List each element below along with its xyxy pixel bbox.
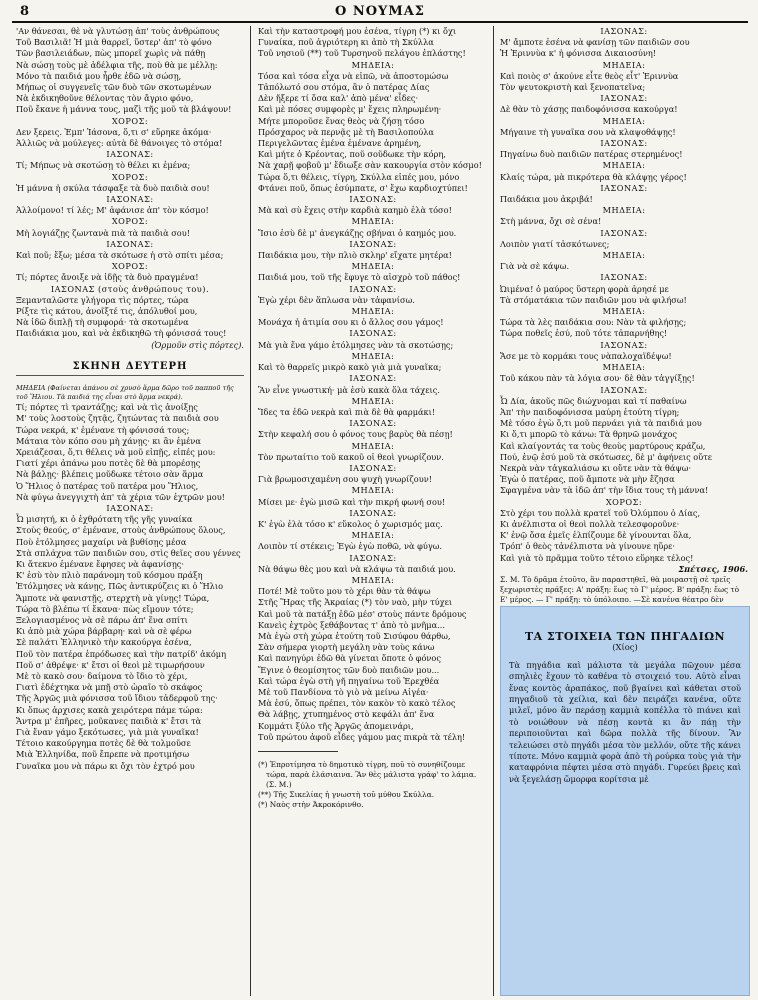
verse-line: Λοιπὸν γιατί τἀσκότωνες;: [500, 238, 610, 249]
page-header: [12, 2, 748, 22]
verse-line: Στὰ σπλάχνα τῶν παιδιῶν σου, στὶς θεῖες σου γέννες: [16, 547, 241, 558]
verse-line: Ξελογιασμένος νὰ σὲ πάρω ἀπ' ἕνα σπίτι: [16, 614, 188, 625]
highlighted-article: [500, 606, 750, 996]
speaker-label: ΙΑΣΟΝΑΣ:: [600, 26, 648, 36]
verse-line: Καὶ πανηγύρι ἐδῶ θὰ γίνεται ὅποτε ὁ φόνος: [258, 653, 441, 664]
speaker-label: ΙΑΣΟΝΑΣ:: [349, 462, 397, 473]
article-subtitle: (Χίος): [612, 642, 638, 653]
column-divider: [250, 26, 251, 996]
stage-direction: ΜΗΔΕΙΑ (Φαίνεται ἀπάνου σὲ χρυσὸ ἅρμα δῶρο τοῦ παπποῦ τῆς τοῦ Ἥλιου. Τὰ παιδιά της εἶναι στὸ ἅρμα νεκρά).: [16, 384, 234, 402]
speaker-label: ΜΗΔΕΙΑ:: [602, 115, 646, 126]
speaker-label: ΜΗΔΕΙΑ:: [602, 205, 646, 216]
verse-line: Δὲ θὰν τὸ χάσῃς παιδοφόνισσα κακούργα!: [500, 104, 678, 115]
speaker-label: ΙΑΣΟΝΑΣ:: [349, 373, 397, 384]
speaker-label: ΧΟΡΟΣ:: [111, 216, 149, 227]
verse-line: Περιγελῶντας ἐμένα ἐμένανε ἀρημένη,: [258, 138, 422, 149]
verse-line: Μὲ τόσο ἐγὼ ὅ,τι μοῦ περνάει γιὰ τὰ παιδιά μου: [500, 418, 702, 429]
speaker-label: ΙΑΣΟΝΑΣ:: [600, 227, 648, 238]
verse-line: Ἀπ' τὴν παιδοφόνισσα μαύρη ἐτούτη τίγρη;: [500, 406, 680, 417]
verse-line: Ἐγὼ ὁ πατέρας, ποῦ ἄμποτε νὰ μὴν ἔζησα: [500, 474, 675, 485]
verse-line: Ποῦ ἔκανε ἡ μάννα τους, μαζὶ τῆς μοῦ τὰ βλάψουν!: [16, 104, 232, 115]
verse-line: Καὶ γιὰ τὸ πρᾶμμα τοῦτο τέτοιο εὕρηκε τέλος!: [500, 552, 694, 563]
verse-line: Ἴδες τα ἐδῶ νεκρὰ καὶ πιὰ δὲ θὰ φαρμάκι!: [258, 406, 436, 417]
speaker-label: ΙΑΣΟΝΑΣ:: [600, 182, 648, 193]
verse-line: Μὰ γιὰ ἕνα γάμο ἐτόλμησες νὰν τὰ σκοτώσῃς;: [258, 339, 454, 350]
speaker-label: ΜΗΔΕΙΑ:: [602, 362, 646, 373]
verse-line: Ἂν εἶνε γνωστική· μὰ ἐσὺ κακὰ ὅλα τάχεις.: [258, 384, 440, 395]
verse-line: Νὰ ἐκδικηθοῦνε θέλοντας τὸν ἄγριο φόνο,: [16, 93, 194, 104]
verse-line: Φτάνει ποῦ, ὅπως ἐσύμπατε, σ' ἔχω καρδιοχτύπει!: [258, 182, 468, 193]
speaker-label: ΙΑΣΟΝΑΣ:: [349, 238, 397, 249]
speaker-label: ΜΗΔΕΙΑ:: [351, 59, 395, 70]
verse-line: Καὶ μοῦ τὰ πατάξῃ ἐδῶ μέσ' στοὺς πάντε δρόμους: [258, 608, 467, 619]
speaker-label: ΙΑΣΟΝΑΣ:: [349, 507, 397, 518]
translator-note: Σ. Μ. Τὸ δρᾶμα ἐτοῦτο, ἂν παραστηθεῖ, θὰ μοιραστῇ σὲ τρεῖς ξεχωριστὲς πράξες: Α' πράξη: ἕως τὸ Γ' μέρος. Β' πράξη: ἕως τὸ Ε' μέρος. — Γ' πράξη: τὸ ὑπόλοιπο. —Σὲ κανένα θέατρο δὲν: [500, 574, 740, 604]
speaker-label: ΜΗΔΕΙΑ:: [351, 261, 395, 272]
verse-line: Τόσα καὶ τόσα εἶχα νὰ εἰπῶ, νὰ ἀποστομώσω: [258, 70, 449, 81]
speaker-label: ΙΑΣΟΝΑΣ:: [349, 194, 397, 205]
verse-line: Λοιπὸν τί στέκεις; Ἐγὼ ἐγὼ ποθῶ, νὰ φύγω.: [258, 541, 442, 552]
verse-line: Θὰ λάβῃς, χτυπημένος στὸ κεφάλι ἀπ' ἕνα: [258, 709, 435, 720]
verse-line: Ἄντρα μ' ἐπῆρες, μοῦκανες παιδιὰ κ' ἔτσι τὰ: [16, 715, 202, 726]
verse-line: Τώρα ὅ,τι θέλεις, τίγρη, Σκύλλα εἰπές μου, μόνο: [258, 171, 460, 182]
speaker-label: ΙΑΣΟΝΑΣ:: [106, 149, 154, 160]
verse-line: Γιατὶ ἐδέχτηκα νὰ μπῇ στὸ ὡραῖο τὸ σκάφος: [16, 682, 203, 693]
speaker-label: ΧΟΡΟΣ:: [111, 171, 149, 182]
speaker-label: ΜΗΔΕΙΑ:: [602, 306, 646, 317]
speaker-label: ΜΗΔΕΙΑ:: [351, 485, 395, 496]
verse-line: Τί; πόρτες τὶ τραντάζῃς; καὶ νὰ τὶς ἀνοίξῃς: [16, 402, 198, 413]
verse-line: Κι ἀνέλπιστα οἱ θεοὶ πολλὰ τελεσφοροῦνε·: [500, 518, 680, 529]
verse-line: Ἄμποτε νὰ φανιστῇς, στερχτὴ νὰ γίνῃς! Τώρα,: [16, 592, 210, 603]
speaker-label: ΙΑΣΟΝΑΣ:: [349, 328, 397, 339]
speaker-label: ΙΑΣΟΝΑΣ:: [349, 418, 397, 429]
verse-line: Μὰ καὶ σὺ ἔχεις στὴν καρδιὰ καημὸ ἐλὰ τόσο!: [258, 205, 452, 216]
verse-line: Μήτε μποροῦσε ἕνας θεὸς νὰ ζήσῃ τόσο: [258, 115, 425, 126]
verse-line: Τὸν πρωταίτιο τοῦ κακοῦ οἱ θεοὶ γνωρίζουν.: [258, 451, 444, 462]
verse-line: Καὶ μὲ πόσες συμφορὲς μ' ἔχεις πληρωμένη·: [258, 104, 442, 115]
verse-line: Πού, ἐνῷ ἐσύ μοῦ τὰ σκότωσες, δὲ μ' ἀφήνεις οὔτε: [500, 451, 712, 462]
verse-line: Τοῦ κάκου πὰν τὰ λόγια σου· δὲ θὰν τἀγγίξῃς!: [500, 373, 695, 384]
verse-line: Ὠιμένα! ὁ μαύρος ὕστερη φορὰ ἀρησέ με: [500, 283, 669, 294]
verse-line: Καὶ τώρα ἐγὼ στὴ γῆ πηγαίνω τοῦ Ἐρεχθέα: [258, 675, 440, 686]
verse-line: Ἐγὼ χέρι δὲν ἅπλωσα νὰν τἀφανίσω.: [258, 294, 415, 305]
verse-line: Παιδιά μου, τοῦ τῆς ἔφυγε τὸ αἰσχρὸ τοῦ πάθος!: [258, 272, 461, 283]
speaker-label: ΙΑΣΟΝΑΣ:: [349, 283, 397, 294]
verse-line: Τί; πόρτες ἄνοιξε νὰ ἰδῇς τὰ δυὸ πραγμένα!: [16, 272, 199, 283]
verse-line: Καὶ ποῦ; ἔξω; μέσα τὰ σκότωσε ἡ στὸ σπίτι μέσα;: [16, 250, 224, 261]
speaker-label: ΙΑΣΟΝΑΣ:: [349, 552, 397, 563]
verse-line: Τὸν ψευτοκριστὴ καὶ ξενοπατεῖνα;: [500, 82, 646, 93]
verse-line: Τὰ στόματάκια τῶν παιδιῶν μου νὰ φιλήσω!: [500, 294, 687, 305]
speaker-label: ΜΗΔΕΙΑ:: [602, 160, 646, 171]
verse-line: Ὦ μισητή, κι ὁ ἐχθρότατη τῆς γῆς γυναίκα: [16, 514, 193, 525]
column-left: [16, 26, 244, 996]
verse-line: Μὰ ἐγὼ στὴ χώρα ἐτούτη τοῦ Σισύφου θάρθω,: [258, 630, 451, 641]
verse-line: Μὴ λογιάζῃς ζωντανὰ πιὰ τὰ παιδιὰ σου!: [16, 227, 190, 238]
verse-line: Μ' ἄμποτε ἐσένα νὰ φανίσῃ τῶν παιδιῶν σου: [500, 37, 690, 48]
verse-line: Γιὰ βρωμοσιχαμένη σου ψυχὴ γνωρίζουν!: [258, 474, 432, 485]
stage-direction: ΙΑΣΟΝΑΣ (στοὺς ἀνθρώπους του).: [50, 283, 210, 294]
verse-line: Ἄσε με τὸ κορμάκι τους νὰπαλοχαϊδέψω!: [500, 350, 672, 361]
verse-line: Ὁ Ἥλιος ὁ πατέρας τοῦ πατέρα μου Ἥλιος,: [16, 480, 199, 491]
verse-line: Στὸ χέρι του πολλὰ κρατεῖ τοῦ Ὀλύμπου ὁ Δίας,: [500, 507, 701, 518]
footnote: (*) Ἐπροτίμησα τὸ δημοτικὸ τίγρη, ποῦ τὸ συνηθίζουμε τώρα, παρὰ ἐλάσιαινα. Ἂν θὲς μάλιστα γράφ' το λάμια. (Σ. Μ.): [258, 760, 477, 789]
verse-line: Ποὺ ἐτόλμησες μαχαίρι νὰ βυθίσῃς μέσα: [16, 536, 187, 547]
verse-line: Γυναίκα, ποῦ ἀγριότερη κι ἀπὸ τὴ Σκύλλα: [258, 37, 434, 48]
verse-line: Γιὰ ἔναν γάμο ξεκότωσες, γιὰ μιὰ γυναῖκα!: [16, 726, 199, 737]
verse-line: Καὶ ποιὸς σ' ἀκούνε εἶτε θεὸς εἶτ' Ἐριννὺα: [500, 70, 679, 81]
verse-line: Κανεὶς ἐχτρὸς ξεθάβοντας τ' ἀπὸ τὸ μνῆμα...: [258, 619, 445, 630]
speaker-label: ΙΑΣΟΝΑΣ:: [106, 194, 154, 205]
verse-line: Στῆς Ἥρας τῆς Ἀκραίας (*) τὸν ναὸ, μὴν τύχει: [258, 597, 453, 608]
verse-line: Μήπως οἱ συγγενεῖς τῶν δυὸ τῶν σκοτωμένων: [16, 82, 212, 93]
speaker-label: ΙΑΣΟΝΑΣ:: [106, 502, 154, 513]
column-middle: [258, 26, 488, 996]
verse-line: Μιὰ Ἑλληνίδα, ποῦ ἔπρεπε νὰ προτιμήσω: [16, 749, 190, 760]
verse-line: Μάταια τὸν κόπο σου μὴ χάνῃς· κι ἂν ἐμένα: [16, 435, 201, 446]
verse-line: Τρόπ' ὁ θεὸς τἀνέλπιστα νὰ γίνουνε ηὕρε·: [500, 541, 676, 552]
verse-line: Καὶ τὴν καταστροφή μου ἐσένα, τίγρη (*) κι ὄχι: [258, 26, 457, 36]
verse-line: Τώρα νεκρά, κ' ἐμένανε τὴ φόνισσά τους;: [16, 424, 190, 435]
verse-line: Τώρα τὸ βλέπω τί ἔκανα· πὼς εἴμουν τότε;: [16, 603, 194, 614]
speaker-label: ΙΑΣΟΝΑΣ:: [600, 93, 648, 104]
verse-line: Ἀλλοίμονο! τί λές; Μ' ἀφάνισε ἀπ' τὸν κόσμο!: [16, 205, 209, 216]
speaker-label: ΙΑΣΟΝΑΣ:: [600, 138, 648, 149]
speaker-label: ΧΟΡΟΣ:: [111, 115, 149, 126]
verse-line: Παιδιάκια μου, καὶ νὰ ἐκδικηθῶ τὴ φόνισσά τους!: [16, 328, 227, 339]
verse-line: Ἔγινε ὁ θεομίσητος τῶν δυὸ παιδιῶν μου...: [258, 664, 440, 675]
verse-line: Τώρα ποθεῖς ἐσύ, ποῦ τότε τἀπαρνήθης!: [500, 328, 668, 339]
speaker-label: ΙΑΣΟΝΑΣ:: [600, 272, 648, 283]
speaker-label: ΙΑΣΟΝΑΣ:: [600, 384, 648, 395]
verse-line: Χρειάζεσαι, ὅ,τι θέλεις νὰ μοῦ εἰπῇς, εἰπές μου:: [16, 446, 216, 457]
verse-line: Κ' ἐγὼ ἐλὰ τόσο κ' εὔκολος ὁ χωρισμός μας.: [258, 518, 443, 529]
verse-line: Νὰ βάλῃς· βλέπεις μοῦδωκε τέτοιο σὰν ἅρμα: [16, 469, 204, 480]
speaker-label: ΧΟΡΟΣ:: [111, 261, 149, 272]
verse-line: Παιδάκια μου ἀκριβά!: [500, 194, 593, 205]
verse-line: Ρίξτε τὶς κάτου, ἀνοῖξτέ τις, ἀπόλυθοί μου,: [16, 306, 198, 317]
verse-line: Κλαίς τώρα, μὰ πικρότερα θὰ κλάψῃς γέρος!: [500, 171, 687, 182]
verse-line: Τώρα τὰ λὲς παιδάκια σου: Νὰν τὰ φιλήσῃς;: [500, 317, 687, 328]
verse-line: Ξεμανταλῶστε γλήγορα τὶς πόρτες, τώρα: [16, 294, 189, 305]
verse-line: Στὴ μάννα, ὄχι σὲ σένα!: [500, 216, 602, 227]
verse-line: Νὰ χαρῇ φοβοῦ μ' ἔδιωξε σὰν κακουργία στὸν κόσμο!: [258, 160, 482, 171]
speaker-label: ΜΗΔΕΙΑ:: [602, 59, 646, 70]
verse-line: Μίσει με· ἐγὼ μισῶ καὶ τὴν πικρή φωνή σου!: [258, 496, 446, 507]
stage-direction-block: [16, 384, 244, 402]
speaker-label: ΜΗΔΕΙΑ:: [351, 574, 395, 585]
scene-heading: ΣΚΗΝΗ ΔΕΥΤΕΡΗ: [16, 361, 244, 376]
verse-line: Μήγαινε τὴ γυναῖκα σου νὰ κλαψοθάψῃς!: [500, 126, 676, 137]
verse-line: Τέτοιο κακούργημα ποτὲς δὲ θὰ τολμοῦσε: [16, 738, 191, 749]
footnote-rule: [258, 751, 338, 752]
verse-line: 'Αν θάνεσαι, θὲ νὰ γλυτώσῃ ἀπ' τοὺς ἀνθρώπους: [16, 26, 220, 36]
verse-line: Ποῦ σ' ἀθρέψε· κ' ἔτσι οἱ θεοὶ μὲ τιμωρήσουν: [16, 659, 205, 670]
verse-line: Ποτέ! Μὲ τοῦτο μου τὸ χέρι θὰν τὰ θάψω: [258, 586, 431, 597]
verse-line: Κ' ἐνῷ ὅσα ἐμεῖς ἐλπίζουμε δὲ γίνουνται ὅλα,: [500, 530, 692, 541]
article-title: ΤΑ ΣΤΟΙΧΕΙΑ ΤΩΝ ΠΗΓΑΔΙΩΝ: [524, 630, 726, 643]
verse-line: Ποῦ τὸν πατέρα ἐπρόδωσες καὶ τὴν πατρίδ' ἀκόμη: [16, 648, 226, 659]
verse-line: Νὰ θάψω θὲς μου καὶ νὰ κλάψω τὰ παιδιά μου.: [258, 563, 456, 574]
verse-line: Ὦ Δία, ἀκοῦς πῶς διώχνομαι καὶ τί παθαίνω: [500, 395, 687, 406]
verse-line: Καὶ κλαίγοντάς τα τοὺς θεοὺς μαρτύρους κράζω,: [500, 440, 706, 451]
verse-line: Κ' ἐσὺ τὸν πλιὸ παράνομη τοῦ κόσμου πράξη: [16, 570, 203, 581]
verse-line: Τοῦ πρώτου ἀφοῦ εἶδες γάμου μας πικρὰ τὰ τέλη!: [258, 731, 466, 742]
verse-line: Μόνο τὰ παιδιά μου ἦρθε ἐδῶ νὰ σώσῃ,: [16, 70, 182, 81]
speaker-label: ΙΑΣΟΝΑΣ:: [106, 238, 154, 249]
verse-line: Καὶ μήτε ὁ Κρέοντας, ποῦ σοῦδωκε τὴν κόρη,: [258, 149, 446, 160]
speaker-label: ΜΗΔΕΙΑ:: [351, 350, 395, 361]
stage-direction: (Ὁρμοῦν στὶς πόρτες).: [151, 339, 244, 350]
page-number: 8: [20, 4, 30, 19]
footnote: (*) Ναὸς στὴν Ἀκροκόρινθο.: [258, 800, 364, 809]
verse-line: Πρόσχαρος νὰ περνᾷς μὲ τὴ Βασιλοπούλα: [258, 126, 434, 137]
verse-line: Κι ὅ,τι μπορῶ τὸ κάνω: Τὰ θρηνῶ μονάχος: [500, 429, 677, 440]
verse-line: Μὰ ἐσύ, ὅπως πρέπει, τὸν κακὸν τὸ κακὸ τέλος: [258, 698, 456, 709]
verse-line: Ἡ μάννα ἡ σκύλα τάσφαξε τὰ δυὸ παιδιὰ σου!: [16, 182, 210, 193]
verse-line: Ἴσιο ἐσὺ δὲ μ' ἀνεγκάζῃς σβήναι ὁ καημός μου.: [258, 227, 457, 238]
verse-line: Τοῦ νησιοῦ (**) τοῦ Τυρσηνοῦ πελάγου ἐπλάστης!: [258, 48, 466, 59]
verse-line: Σὲ παλάτι Ἑλληνικὸ τὴν κακούργα ἐσένα,: [16, 637, 192, 648]
verse-line: Δεν ξερεις. Ἐμπ' Ἰάσονα, ὅ,τι σ' εὕρηκε ἀκόμα·: [16, 126, 212, 137]
verse-line: Νὰ ἰδῶ διπλῇ τὴ συμφορά· τὰ σκοτωμένα: [16, 317, 189, 328]
speaker-label: ΜΗΔΕΙΑ:: [351, 530, 395, 541]
verse-line: Κι ὅπως ἀρχισες κακὰ χειρότερα πάμε τώρα:: [16, 704, 203, 715]
verse-line: Τί; Μήπως νὰ σκοτώσῃ τὸ θέλει κι ἐμένα;: [16, 160, 191, 171]
verse-line: Γυναῖκα μου νὰ πάρω κι ὄχι τὸν ἐχτρό μου: [16, 760, 195, 771]
footnote: (**) Τῆς Σικελίας ἡ γνωστὴ τοῦ μύθου Σκύλλα.: [258, 790, 435, 799]
speaker-label: ΜΗΔΕΙΑ:: [351, 440, 395, 451]
newspaper-title: Ο ΝΟΥΜΑΣ: [334, 4, 425, 19]
verse-line: Τἀπόλωτό σου στόμα, ἂν ὁ πατέρας Δίας: [258, 82, 430, 93]
verse-line: Δὲν ἤξερε τί ὅσα καλ' ἀπὸ μένα' εἶδες·: [258, 93, 419, 104]
speaker-label: ΜΗΔΕΙΑ:: [351, 395, 395, 406]
verse-line: Μ' τοὺς λοστοὺς ζητᾷς, ζητώντας τὰ παιδιὰ σου: [16, 413, 219, 424]
verse-line: Κι ἄτεκνο ἐμένανε ἔφησες νὰ ἀφανίσῃς·: [16, 558, 184, 569]
speaker-label: ΧΟΡΟΣ:: [605, 496, 643, 507]
verse-line: Πηγαίνω δυὸ παιδιῶν πατέρας στερημένος!: [500, 149, 683, 160]
column-divider: [493, 26, 494, 996]
verse-line: Νὰ φύγω ἀνεγγιχτὴ ἀπ' τὰ χέρια τῶν ἐχτρῶν μου!: [16, 491, 225, 502]
speaker-label: ΜΗΔΕΙΑ:: [351, 216, 395, 227]
verse-line: Νεκρὰ νὰν τἀγκαλιάσω κι οὔτε νὰν τὰ θάψω·: [500, 462, 692, 473]
speaker-label: ΙΑΣΟΝΑΣ:: [600, 339, 648, 350]
verse-line: Κομμάτι ξύλο τῆς Ἀργῶς ἀπομεινάρι,: [258, 720, 414, 731]
verse-line: Καὶ τὸ θαρρεῖς μικρὸ κακὸ γιὰ μιὰ γυναῖκα;: [258, 362, 442, 373]
verse-line: Τῶν βασιλειάδων, πὼς μπορεῖ χωρὶς νὰ πάθῃ: [16, 48, 206, 59]
verse-line: Νὰ σώσῃ τοὺς μὲ ἀδέλφια τῆς, ποὺ θὰ με μέλλῃ:: [16, 59, 218, 70]
verse-line: Σὰν σήμερα γιορτὴ μεγάλη νὰν τοὺς κάνω: [258, 642, 435, 653]
verse-line: Ἐτόλμησες νὰ κάνῃς, Πῶς ἀντικρύζεις κι ὁ Ἥλιο: [16, 581, 224, 592]
verse-block: [16, 26, 244, 116]
speaker-label: ΜΗΔΕΙΑ:: [351, 306, 395, 317]
verse-line: Τῆς Ἀργῶς μιὰ φόνισσα τοῦ ἴδιου τἀδερφοῦ της·: [16, 693, 218, 704]
verse-line: Παιδάκια μου, τὴν πλιὸ σκληρ' εἴχατε μητέρα!: [258, 250, 452, 261]
header-rule: [12, 21, 748, 23]
verse-line: Μὲ τὸ κακὸ σου· δαίμονα τὸ ἴδιο τὸ χέρι,: [16, 670, 188, 681]
verse-line: Ἡ Ἐριννὺα κ' ἡ φόνισσα Δικαιοσύνη!: [500, 48, 657, 59]
verse-line: Κι ἀπὸ μιὰ χώρα βάρβαρη· καὶ νὰ σὲ φέρω: [16, 626, 192, 637]
verse-line: Γιατί χέρι ἀπάνω μου ποτὲς δὲ θὰ μπορέσῃς: [16, 458, 201, 469]
verse-line: Στοὺς θεούς, σ' ἐμένανε, στοὺς ἀνθρώπους ὅλους,: [16, 525, 226, 536]
dateline: Σπέτσες, 1906.: [678, 563, 748, 574]
verse-line: Μὲ τοῦ Πανδίονα τὸ γιὸ νὰ μείνω Αἰγέα·: [258, 686, 429, 697]
verse-line: Μονάχα ἡ ἀτιμία σου κι ὁ ἄλλος σου γάμος!: [258, 317, 444, 328]
verse-line: Σφαγμένα νὰν τὰ ἰδῶ ἀπ' τὴν ἴδια τους τὴ μάννα!: [500, 485, 709, 496]
column-right: [500, 26, 748, 606]
article-body: Τὰ πηγάδια καὶ μάλιστα τὰ μεγάλα πῶχουν μέσα σπηλιὲς ἔχουν τὸ καθένα τὸ στοιχειό του. Αὐτὸ εἶναι ἕνας κοντὸς ἀραπάκος, ποῦ βγαίνει καὶ κάθεται στοῦ πηγαδιοῦ τὰ χείλια, καὶ δὲν πειράζει κανένα, οὔτε μιλεῖ, μόνο ἂν περάσῃ καμμιὰ κοπέλλα τὸ πιάνει καὶ τὸ νοιώθουν νὰ πέσῃ κοντὰ κι ἂν πάῃ τὴν περιποιοῦνται καὶ δῶρα πολλὰ τῆς δίνουν. Ἂν τελειώσει στὸ πηγάδι μέσα τὸν μελλόν, οὔτε τῆς κάνει τίποτε. Μόνο καμμιὰ φορὰ ἀπὸ τὴ ρούρκα τοὺς γιὰ τὴν καταφρόνια πέφτει μέσα στὸ πηγάδι. Γυρεύει βρεις καὶ νὰ ξεγελάσῃ ὥμορφα κορίτσια μὲ: [509, 659, 741, 784]
verse-line: Ἀλλιῶς νὰ μούλεγες: αὐτὰ δὲ θάνοιγες τὸ στόμα!: [16, 138, 223, 149]
verse-line: Γιὰ νὰ σὲ κάψω.: [500, 261, 570, 272]
verse-line: Τοῦ Βασιλιᾶ! Ἡ μιὰ θαρρεῖ, ὕστερ' ἀπ' τὸ φόνο: [16, 37, 212, 48]
verse-line: Στὴν κεφαλή σου ὁ φόνος τους βαρὺς θὰ πέσῃ!: [258, 429, 453, 440]
speaker-label: ΜΗΔΕΙΑ:: [602, 250, 646, 261]
